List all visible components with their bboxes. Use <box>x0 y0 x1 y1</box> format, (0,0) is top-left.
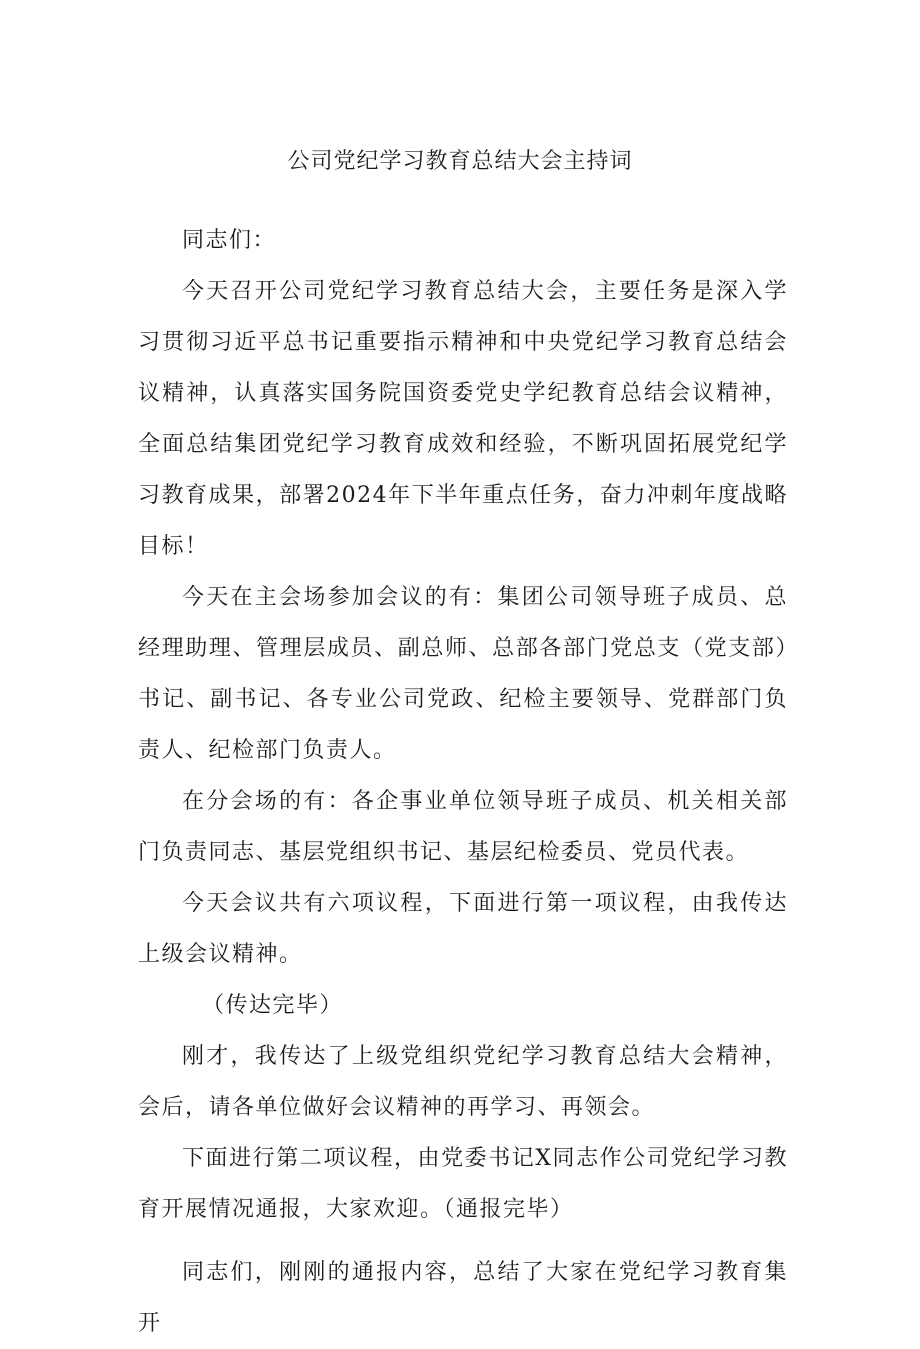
paragraph-note-relay-done: （传达完毕） <box>202 993 344 1018</box>
paragraph-meeting-purpose: 今天召开公司党纪学习教育总结大会，主要任务是深入学习贯彻习近平总书记重要指示精神和中央党纪学习教育总结会议精神，认真落实国务院国资委党史学纪教育总结会议精神，全面总结集团党纪学习教育成效和经验，不断巩固拓展党纪学习教育成果，部署2024年下半年重点任务，奋力冲刺年度战略目标！ <box>138 279 788 559</box>
paragraph-agenda-one: 今天会议共有六项议程，下面进行第一项议程，由我传达上级会议精神。 <box>138 891 788 967</box>
paragraph-relay-summary: 刚才，我传达了上级党组织党纪学习教育总结大会精神，会后，请各单位做好会议精神的再学习、再领会。 <box>138 1044 788 1120</box>
paragraph-agenda-two: 下面进行第二项议程，由党委书记X同志作公司党纪学习教育开展情况通报，大家欢迎。（通报完毕） <box>138 1146 788 1222</box>
document-title: 公司党纪学习教育总结大会主持词 <box>287 149 633 174</box>
paragraph-main-venue-attendees: 今天在主会场参加会议的有：集团公司领导班子成员、总经理助理、管理层成员、副总师、总部各部门党总支（党支部）书记、副书记、各专业公司党政、纪检主要领导、党群部门负责人、纪检部门负责人。 <box>138 585 788 763</box>
paragraph-report-comment: 同志们，刚刚的通报内容，总结了大家在党纪学习教育集开 <box>138 1260 788 1336</box>
document-body <box>138 215 788 1349</box>
paragraph-branch-venue-attendees: 在分会场的有：各企事业单位领导班子成员、机关相关部门负责同志、基层党组织书记、基层纪检委员、党员代表。 <box>138 789 788 865</box>
paragraph-salutation: 同志们： <box>182 228 277 253</box>
